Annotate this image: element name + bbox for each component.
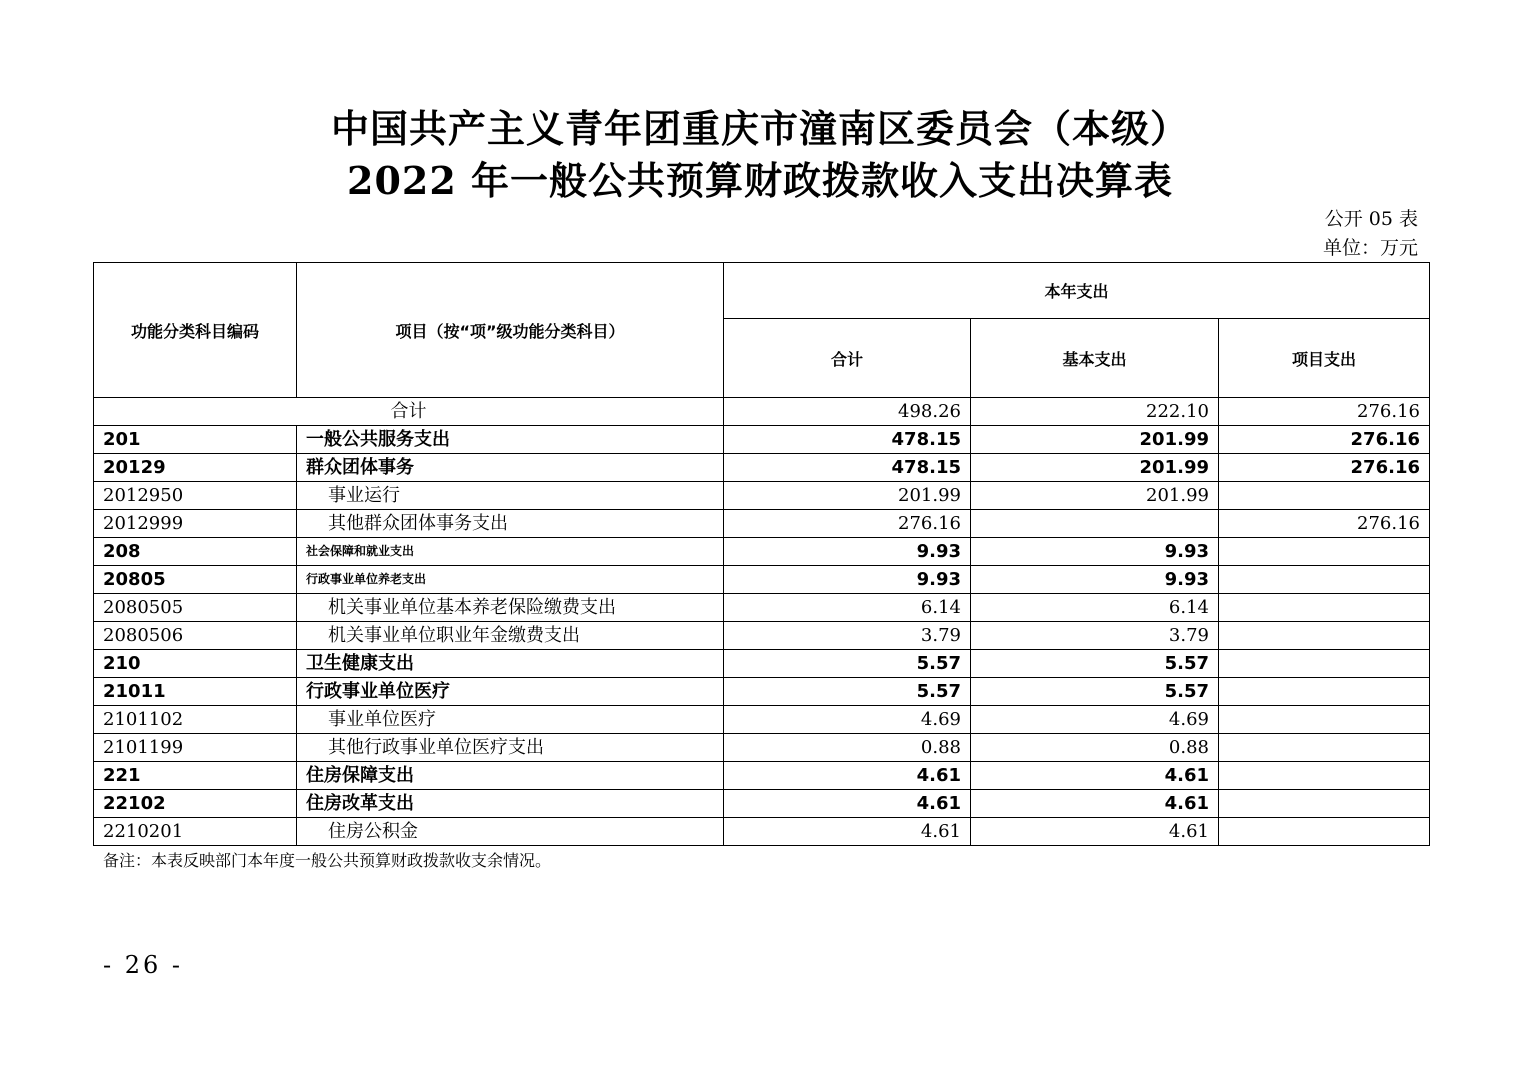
row-code: 2101102 — [94, 706, 297, 734]
page-number: - 26 - — [103, 951, 184, 979]
row-code: 221 — [94, 762, 297, 790]
row-project — [1219, 790, 1430, 818]
row-basic: 4.61 — [971, 818, 1219, 846]
header-code: 功能分类科目编码 — [94, 263, 297, 398]
row-basic: 201.99 — [971, 426, 1219, 454]
row-code: 2101199 — [94, 734, 297, 762]
table-row — [94, 482, 1430, 510]
row-code: 208 — [94, 538, 297, 566]
row-code: 22102 — [94, 790, 297, 818]
row-code: 210 — [94, 650, 297, 678]
row-code: 2012950 — [94, 482, 297, 510]
header-total: 合计 — [724, 319, 971, 398]
table-row — [94, 594, 1430, 622]
row-code: 2080506 — [94, 622, 297, 650]
total-basic: 222.10 — [971, 398, 1219, 426]
table-row — [94, 818, 1430, 846]
row-basic: 4.61 — [971, 762, 1219, 790]
row-total: 5.57 — [724, 650, 971, 678]
table-body — [94, 398, 1430, 846]
table-row — [94, 678, 1430, 706]
row-basic: 201.99 — [971, 482, 1219, 510]
row-total: 9.93 — [724, 566, 971, 594]
row-total: 6.14 — [724, 594, 971, 622]
row-project — [1219, 762, 1430, 790]
header-project: 项目支出 — [1219, 319, 1430, 398]
document-title-line1: 中国共产主义青年团重庆市潼南区委员会（本级） — [330, 106, 1189, 151]
row-total: 478.15 — [724, 426, 971, 454]
table-row — [94, 734, 1430, 762]
row-code: 201 — [94, 426, 297, 454]
row-code: 20805 — [94, 566, 297, 594]
row-basic: 9.93 — [971, 538, 1219, 566]
row-name: 住房公积金 — [297, 818, 724, 846]
row-total: 0.88 — [724, 734, 971, 762]
row-basic — [971, 510, 1219, 538]
row-total: 4.61 — [724, 818, 971, 846]
row-total: 276.16 — [724, 510, 971, 538]
header-item: 项目（按“项”级功能分类科目） — [297, 263, 724, 398]
table-row — [94, 762, 1430, 790]
row-project — [1219, 482, 1430, 510]
row-total: 4.61 — [724, 790, 971, 818]
unit-label: 单位：万元 — [1322, 237, 1418, 259]
row-code: 20129 — [94, 454, 297, 482]
row-basic: 5.57 — [971, 650, 1219, 678]
row-name: 事业运行 — [297, 482, 724, 510]
table-row — [94, 510, 1430, 538]
document-title-line2: 2022 年一般公共预算财政拨款收入支出决算表 — [347, 158, 1173, 203]
row-name: 群众团体事务 — [297, 454, 724, 482]
row-name: 行政事业单位养老支出 — [297, 566, 724, 594]
row-project: 276.16 — [1219, 426, 1430, 454]
row-name: 社会保障和就业支出 — [297, 538, 724, 566]
row-name: 事业单位医疗 — [297, 706, 724, 734]
budget-table — [93, 262, 1430, 846]
row-total: 4.61 — [724, 762, 971, 790]
row-project: 276.16 — [1219, 510, 1430, 538]
row-total: 478.15 — [724, 454, 971, 482]
table-number: 公开 05 表 — [1324, 208, 1418, 230]
row-total: 201.99 — [724, 482, 971, 510]
total-label: 合计 — [94, 398, 724, 426]
row-project — [1219, 734, 1430, 762]
row-name: 机关事业单位基本养老保险缴费支出 — [297, 594, 724, 622]
row-total: 3.79 — [724, 622, 971, 650]
total-row — [94, 398, 1430, 426]
row-total: 9.93 — [724, 538, 971, 566]
row-name: 一般公共服务支出 — [297, 426, 724, 454]
row-project — [1219, 566, 1430, 594]
row-code: 2080505 — [94, 594, 297, 622]
row-basic: 0.88 — [971, 734, 1219, 762]
row-basic: 5.57 — [971, 678, 1219, 706]
table-row — [94, 650, 1430, 678]
row-name: 住房改革支出 — [297, 790, 724, 818]
row-name: 其他行政事业单位医疗支出 — [297, 734, 724, 762]
table-row — [94, 790, 1430, 818]
row-project — [1219, 818, 1430, 846]
table-row — [94, 454, 1430, 482]
row-basic: 4.61 — [971, 790, 1219, 818]
total-project: 276.16 — [1219, 398, 1430, 426]
row-name: 其他群众团体事务支出 — [297, 510, 724, 538]
table-row — [94, 706, 1430, 734]
row-project — [1219, 594, 1430, 622]
table-row — [94, 426, 1430, 454]
row-basic: 4.69 — [971, 706, 1219, 734]
row-code: 2210201 — [94, 818, 297, 846]
row-total: 4.69 — [724, 706, 971, 734]
table-row — [94, 622, 1430, 650]
row-project — [1219, 538, 1430, 566]
row-project: 276.16 — [1219, 454, 1430, 482]
row-basic: 9.93 — [971, 566, 1219, 594]
row-code: 21011 — [94, 678, 297, 706]
row-code: 2012999 — [94, 510, 297, 538]
row-project — [1219, 622, 1430, 650]
row-project — [1219, 678, 1430, 706]
row-name: 机关事业单位职业年金缴费支出 — [297, 622, 724, 650]
table-row — [94, 538, 1430, 566]
total-sum: 498.26 — [724, 398, 971, 426]
table-row — [94, 566, 1430, 594]
footnote: 备注：本表反映部门本年度一般公共预算财政拨款收支余情况。 — [103, 851, 552, 870]
row-name: 行政事业单位医疗 — [297, 678, 724, 706]
row-basic: 3.79 — [971, 622, 1219, 650]
header-current-year: 本年支出 — [724, 263, 1430, 319]
row-basic: 201.99 — [971, 454, 1219, 482]
header-basic: 基本支出 — [971, 319, 1219, 398]
row-project — [1219, 650, 1430, 678]
row-name: 住房保障支出 — [297, 762, 724, 790]
row-project — [1219, 706, 1430, 734]
row-total: 5.57 — [724, 678, 971, 706]
row-name: 卫生健康支出 — [297, 650, 724, 678]
row-basic: 6.14 — [971, 594, 1219, 622]
